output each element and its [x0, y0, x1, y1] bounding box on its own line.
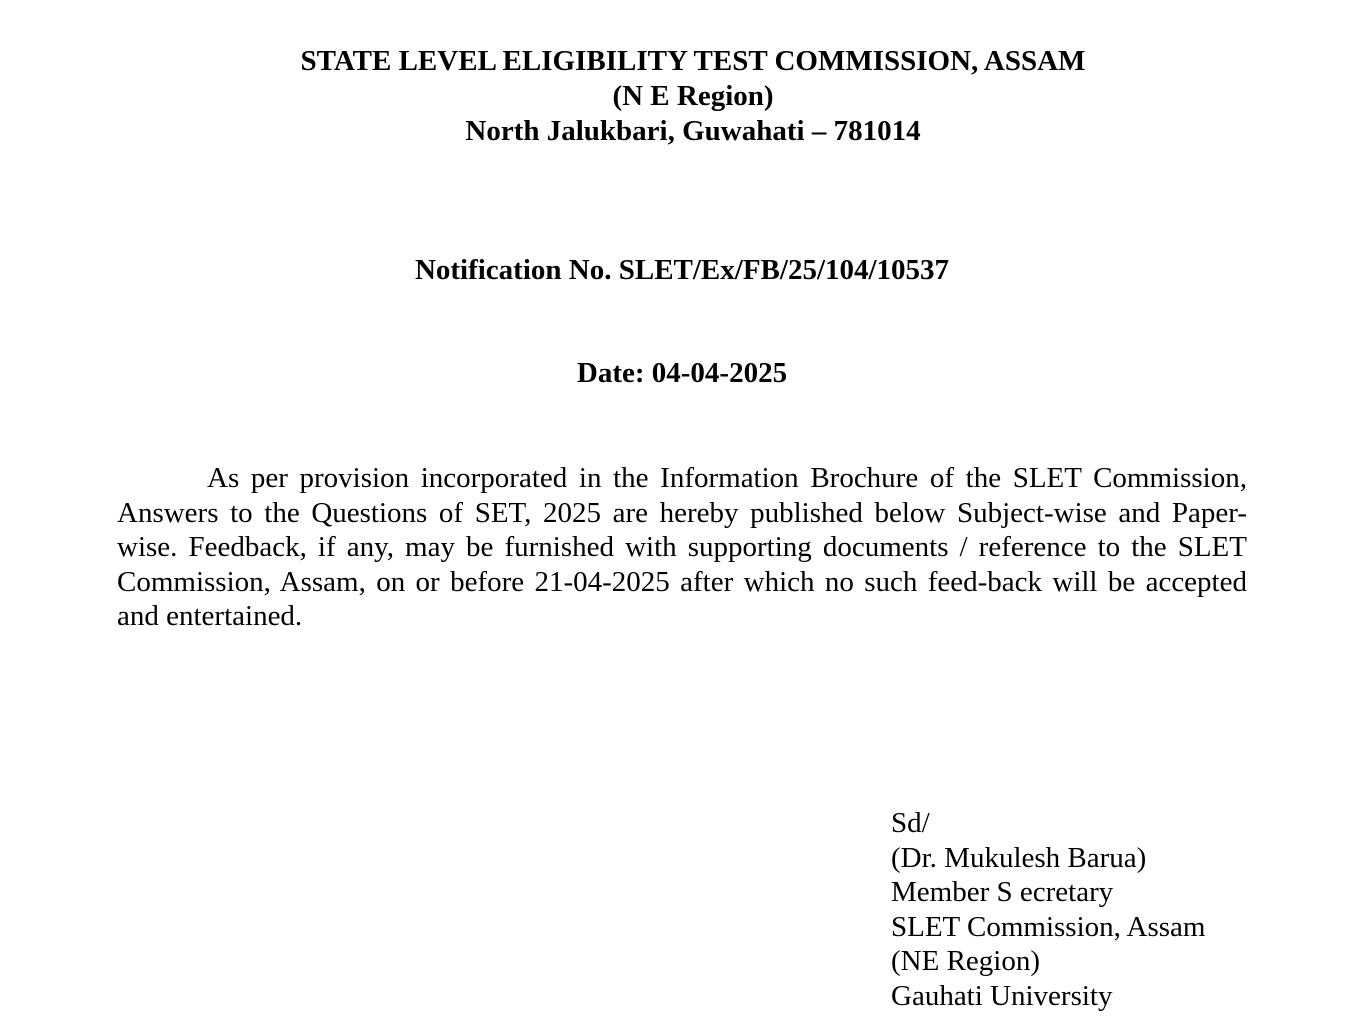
signature-sd: Sd/ — [891, 807, 930, 839]
notification-date: Date: 04-04-2025 — [576, 357, 788, 389]
header-title: STATE LEVEL ELIGIBILITY TEST COMMISSION, ASSAM — [300, 45, 1086, 77]
signature-block — [891, 806, 1205, 1013]
signatory-name: (Dr. Mukulesh Barua) — [891, 841, 1147, 874]
signatory-organization: SLET Commission, Assam — [891, 910, 1206, 943]
signatory-designation: Member S ecretary — [891, 876, 1114, 908]
header-region: (N E Region) — [612, 80, 774, 112]
signatory-region: (NE Region) — [891, 945, 1040, 977]
header-address: North Jalukbari, Guwahati – 781014 — [465, 115, 921, 147]
signatory-university: Gauhati University — [891, 979, 1113, 1012]
notification-number: Notification No. SLET/Ex/FB/25/104/10537 — [414, 254, 950, 286]
body-paragraph: As per provision incorporated in the Information Brochure of the SLET Commission, Answers to the Questions of SET, 2025 are hereby published below Subject-wise and Paper-wise. Feedback, if any, may be furnished with supporting documents / reference to the SLET Commission, Assam, on or before 21-04-2025 after which no such feed-back will be accepted and entertained. — [117, 462, 1247, 632]
document-header — [0, 44, 1352, 149]
